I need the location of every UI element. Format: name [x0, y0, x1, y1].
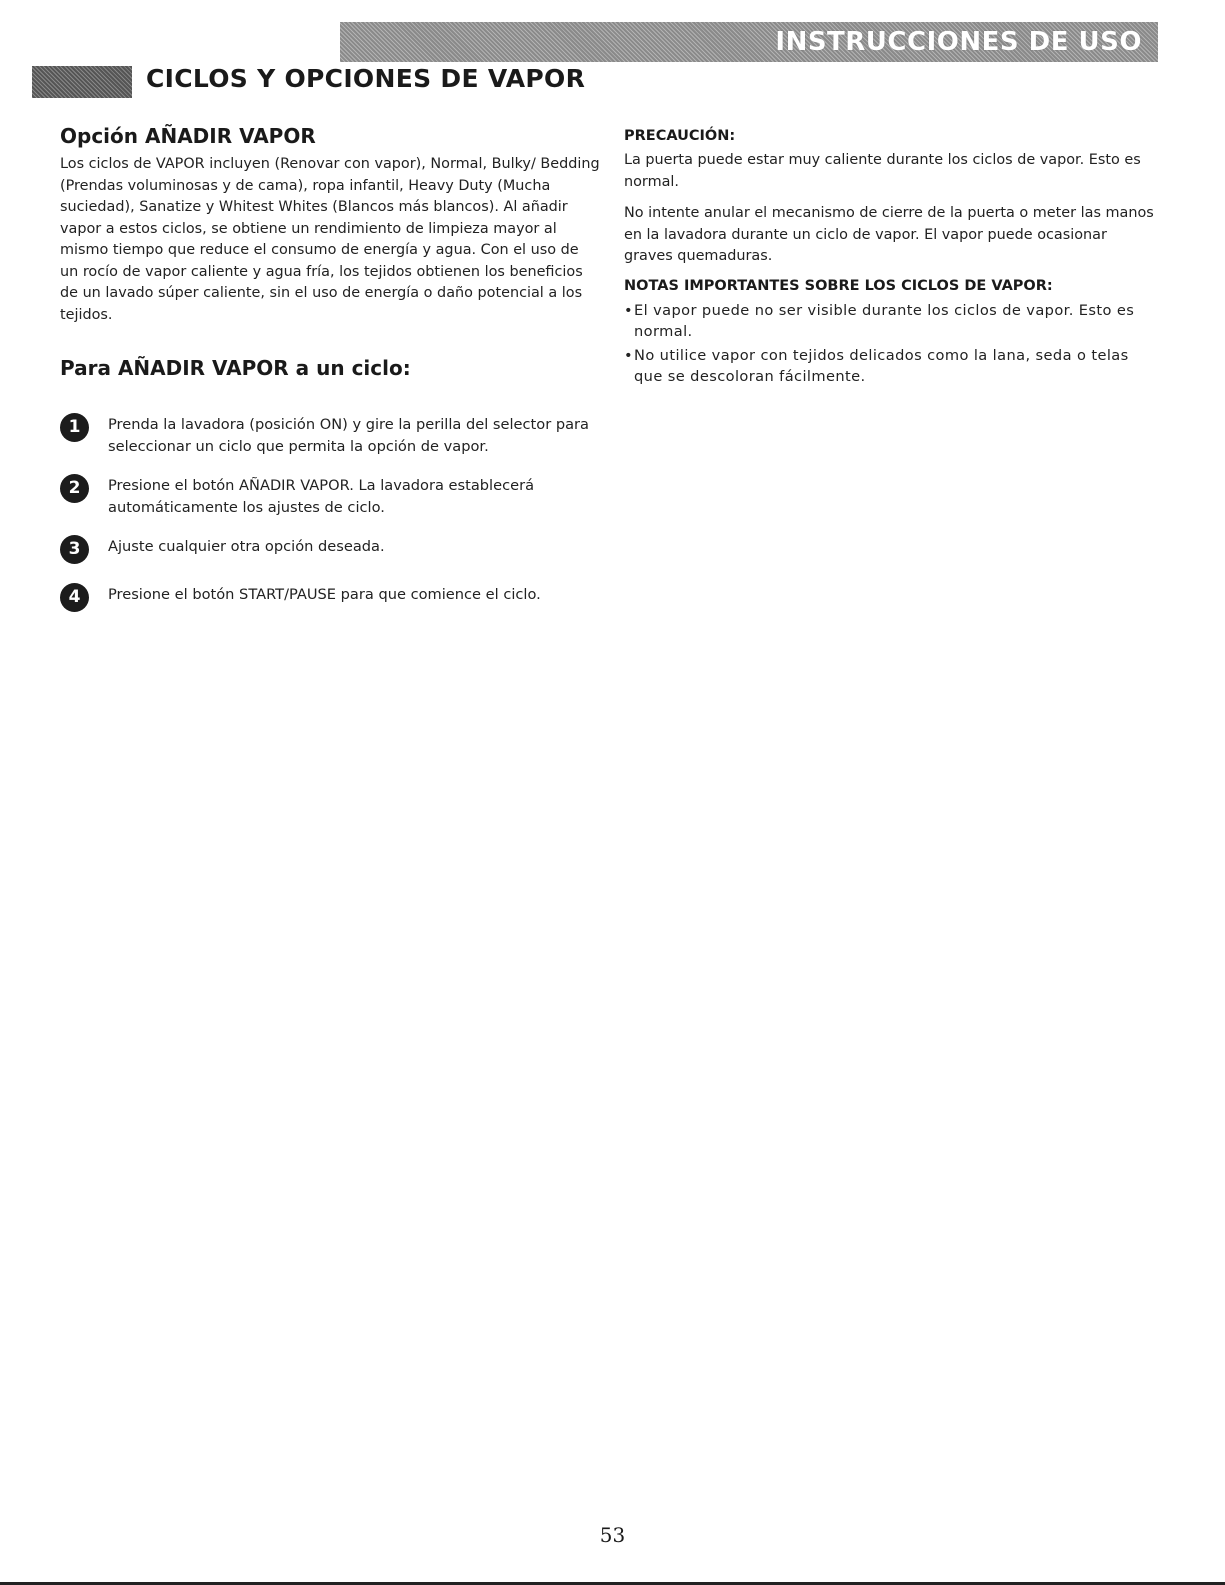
notes-label: NOTAS IMPORTANTES SOBRE LOS CICLOS DE VAPOR:	[624, 277, 1053, 294]
section-marker-bar	[32, 66, 132, 98]
note-item	[624, 345, 1154, 388]
banner-title: INSTRUCCIONES DE USO	[775, 27, 1142, 57]
bullet-icon: •	[624, 301, 634, 319]
option-paragraph: Los ciclos de VAPOR incluyen (Renovar con vapor), Normal, Bulky/ Bedding (Prendas voluminosas y de cama), ropa infantil, Heavy Duty (Mucha suciedad), Sanatize y Whitest Whites (Blancos más blancos). Al añadir vapor a estos ciclos, se obtiene un rendimiento de limpieza mayor al mismo tiempo que reduce el consumo de energía y agua. Con el uso de un rocío de vapor caliente y agua fría, los tejidos obtienen los beneficios de un lavado súper caliente, sin el uso de energía o daño potencial a los tejidos.	[60, 156, 600, 323]
step-number-badge: 4	[60, 583, 89, 612]
note-text: No utilice vapor con tejidos delicados como la lana, seda o telas que se descoloran fácilmente.	[634, 346, 1129, 385]
notes-list	[624, 300, 1154, 388]
caution-label: PRECAUCIÓN:	[624, 128, 736, 144]
header-banner	[340, 22, 1158, 62]
option-heading: Opción AÑADIR VAPOR	[60, 124, 316, 148]
bullet-icon: •	[624, 346, 634, 364]
step-item	[60, 414, 600, 457]
note-text: El vapor puede no ser visible durante los ciclos de vapor. Esto es normal.	[634, 301, 1135, 340]
step-text: Presione el botón AÑADIR VAPOR. La lavadora establecerá automáticamente los ajustes de ciclo.	[108, 477, 535, 516]
procedure-heading: Para AÑADIR VAPOR a un ciclo:	[60, 356, 411, 380]
left-column	[60, 124, 600, 632]
step-item	[60, 584, 600, 614]
step-text: Ajuste cualquier otra opción deseada.	[108, 538, 385, 555]
steps-list	[60, 414, 600, 614]
step-item	[60, 536, 600, 566]
right-column	[624, 128, 1154, 390]
note-item	[624, 300, 1154, 343]
step-item	[60, 475, 600, 518]
caution-paragraph: La puerta puede estar muy caliente durante los ciclos de vapor. Esto es normal.	[624, 152, 1141, 190]
step-text: Prenda la lavadora (posición ON) y gire la perilla del selector para seleccionar un ciclo que permita la opción de vapor.	[108, 416, 589, 455]
step-number-badge: 1	[60, 413, 89, 442]
step-number-badge: 3	[60, 535, 89, 564]
step-text: Presione el botón START/PAUSE para que comience el ciclo.	[108, 586, 541, 603]
page-number: 53	[599, 1523, 626, 1547]
caution-paragraph: No intente anular el mecanismo de cierre de la puerta o meter las manos en la lavadora durante un ciclo de vapor. El vapor puede ocasionar graves quemaduras.	[624, 205, 1154, 264]
step-number-badge: 2	[60, 474, 89, 503]
section-title: CICLOS Y OPCIONES DE VAPOR	[146, 64, 586, 93]
